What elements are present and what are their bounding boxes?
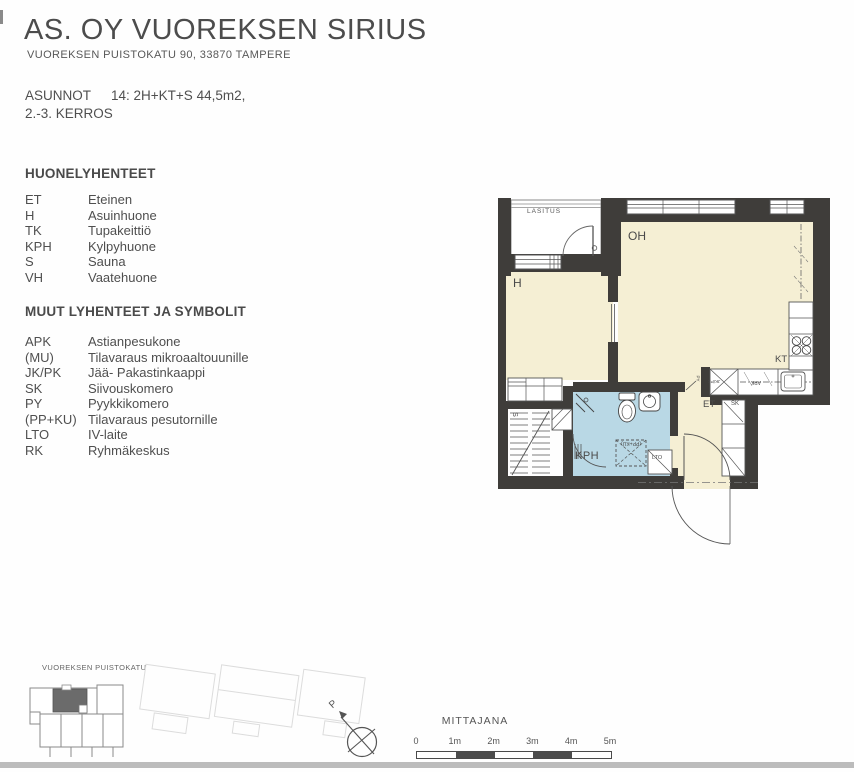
symbol-legend-row: RK Ryhmäkeskus <box>25 442 170 458</box>
floors-line: 2.-3. KERROS <box>25 106 113 121</box>
page-title: AS. OY VUOREKSEN SIRIUS <box>24 14 427 46</box>
room-label-kt: KT <box>775 354 788 365</box>
room-label-oh: OH <box>628 229 646 243</box>
room-label-lasitus: LASITUS <box>527 208 562 215</box>
room-label-s: S <box>510 412 518 417</box>
scan-edge <box>0 762 854 768</box>
room-legend-row: ET Eteinen <box>25 192 133 207</box>
symbol-legend <box>25 334 249 458</box>
label-py: PY <box>695 375 701 382</box>
symbol-legend-row: JK/PK Jää- Pakastinkaappi <box>25 365 206 380</box>
label-apk: APK <box>751 379 762 385</box>
stair-stripes <box>510 411 550 475</box>
symbol-legend-row: (MU) Tilavaraus mikroaaltouunille <box>25 349 249 365</box>
highlighted-unit <box>53 685 87 713</box>
apartments-line <box>25 88 245 103</box>
site-plan <box>25 655 385 767</box>
sauna-heater <box>552 409 572 430</box>
room-legend-title: HUONELYHENTEET <box>25 166 156 181</box>
floor-plan <box>498 196 834 562</box>
north-arrow-drawing <box>332 704 390 766</box>
sink <box>639 392 660 411</box>
label-lto: LTO <box>652 455 663 461</box>
symbol-legend-title: MUUT LYHENTEET JA SYMBOLIT <box>25 304 246 319</box>
lto-unit <box>648 450 672 474</box>
scale-bar-segments <box>416 751 612 759</box>
room-legend-row: H Asuinhuone <box>25 207 157 223</box>
room-label-et: ET <box>703 399 716 410</box>
room-legend-row: S Sauna <box>25 254 126 269</box>
scale-tick: 4m <box>564 736 578 746</box>
symbol-legend-row: SK Siivouskomero <box>25 380 174 396</box>
symbol-legend-row: APK Astianpesukone <box>25 334 181 349</box>
symbol-legend-row: LTO IV-laite <box>25 427 128 442</box>
room-legend-row: KPH Kylpyhuone <box>25 238 156 254</box>
room-label-sk: SK <box>731 401 740 407</box>
room-legend-row: VH Vaatehuone <box>25 269 158 285</box>
scale-bar-title: MITTAJANA <box>441 715 509 727</box>
floor-plan-drawing <box>498 196 834 562</box>
address-line: VUOREKSEN PUISTOKATU 90, 33870 TAMPERE <box>27 49 291 61</box>
toilet <box>619 393 636 422</box>
scale-tick: 1m <box>448 736 462 746</box>
room-label-h: H <box>513 276 522 290</box>
scan-mark <box>0 10 3 24</box>
street-label: VUOREKSEN PUISTOKATU <box>42 663 147 672</box>
scale-tick: 3m <box>526 736 539 746</box>
symbol-legend-row: (PP+KU) Tilavaraus pesutornille <box>25 411 218 427</box>
north-arrow <box>332 704 390 766</box>
scale-bar <box>405 715 620 765</box>
room-legend <box>25 192 157 285</box>
symbol-legend-row: PY Pyykkikomero <box>25 396 169 411</box>
wardrobe <box>508 378 562 401</box>
scale-tick: 2m <box>487 736 500 746</box>
label-jk-pk: JK/PK <box>707 379 721 384</box>
scale-tick: 5m <box>603 736 617 746</box>
site-plan-drawing <box>25 655 385 767</box>
label-pp-ku: (PP+KU) <box>621 440 641 446</box>
scale-tick: 0 <box>413 736 419 746</box>
room-legend-row: TK Tupakeittiö <box>25 223 152 238</box>
apartments-value: 14: 2H+KT+S 44,5m2, <box>111 88 246 103</box>
apartments-label: ASUNNOT <box>25 88 92 103</box>
north-label: P <box>327 698 340 711</box>
room-label-kph: KPH <box>575 450 600 462</box>
closet-sk <box>722 400 745 476</box>
